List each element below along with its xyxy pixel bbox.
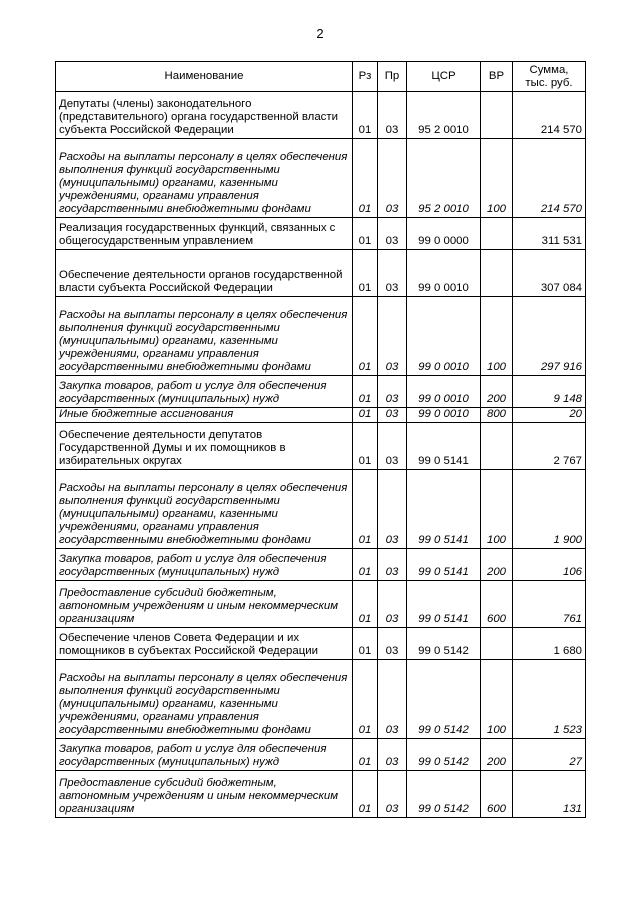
header-rz: Рз bbox=[353, 62, 378, 92]
page-number: 2 bbox=[316, 26, 324, 41]
table-row bbox=[56, 408, 586, 423]
table-row bbox=[56, 423, 586, 470]
row-name: Иные бюджетные ассигнования bbox=[56, 408, 353, 423]
row-name: Обеспечение деятельности органов государственной власти субъекта Российской Федерации bbox=[56, 250, 353, 297]
row-csr: 99 0 5142 bbox=[407, 628, 481, 660]
row-name: Обеспечение деятельности депутатов Государственной Думы и их помощников в избирательных округах bbox=[56, 423, 353, 470]
row-name: Закупка товаров, работ и услуг для обеспечения государственных (муниципальных) нужд bbox=[56, 739, 353, 771]
row-sum: 214 570 bbox=[513, 139, 586, 218]
row-vr bbox=[481, 423, 513, 470]
row-vr: 100 bbox=[481, 297, 513, 376]
row-rz: 01 bbox=[353, 423, 378, 470]
row-vr bbox=[481, 92, 513, 139]
row-csr: 99 0 0010 bbox=[407, 376, 481, 408]
row-pr: 03 bbox=[378, 549, 407, 581]
row-csr: 99 0 5141 bbox=[407, 549, 481, 581]
header-pr: Пр bbox=[378, 62, 407, 92]
row-name: Предоставление субсидий бюджетным, автономным учреждениям и иным некоммерческим организациям bbox=[56, 581, 353, 628]
row-name: Расходы на выплаты персоналу в целях обеспечения выполнения функций государственными (муниципальными) органами, казенными учреждениями, органами управления государственными внебюджетными фондами bbox=[56, 297, 353, 376]
table-row bbox=[56, 92, 586, 139]
table-row bbox=[56, 771, 586, 818]
row-sum: 761 bbox=[513, 581, 586, 628]
row-vr: 200 bbox=[481, 549, 513, 581]
row-rz: 01 bbox=[353, 408, 378, 423]
row-name: Расходы на выплаты персоналу в целях обеспечения выполнения функций государственными (муниципальными) органами, казенными учреждениями, органами управления государственными внебюджетными фондами bbox=[56, 660, 353, 739]
row-pr: 03 bbox=[378, 628, 407, 660]
row-rz: 01 bbox=[353, 660, 378, 739]
row-csr: 99 0 0010 bbox=[407, 250, 481, 297]
row-vr: 200 bbox=[481, 739, 513, 771]
row-sum: 214 570 bbox=[513, 92, 586, 139]
row-sum: 307 084 bbox=[513, 250, 586, 297]
row-pr: 03 bbox=[378, 581, 407, 628]
row-rz: 01 bbox=[353, 549, 378, 581]
row-vr bbox=[481, 250, 513, 297]
row-sum: 27 bbox=[513, 739, 586, 771]
row-name: Предоставление субсидий бюджетным, автономным учреждениям и иным некоммерческим организациям bbox=[56, 771, 353, 818]
header-sum: Сумма, тыс. руб. bbox=[513, 62, 586, 92]
row-name: Обеспечение членов Совета Федерации и их помощников в субъектах Российской Федерации bbox=[56, 628, 353, 660]
row-pr: 03 bbox=[378, 660, 407, 739]
row-csr: 99 0 5142 bbox=[407, 771, 481, 818]
row-pr: 03 bbox=[378, 297, 407, 376]
row-sum: 1 680 bbox=[513, 628, 586, 660]
row-vr: 100 bbox=[481, 470, 513, 549]
row-name: Расходы на выплаты персоналу в целях обеспечения выполнения функций государственными (муниципальными) органами, казенными учреждениями, органами управления государственными внебюджетными фондами bbox=[56, 139, 353, 218]
row-sum: 106 bbox=[513, 549, 586, 581]
row-name: Расходы на выплаты персоналу в целях обеспечения выполнения функций государственными (муниципальными) органами, казенными учреждениями, органами управления государственными внебюджетными фондами bbox=[56, 470, 353, 549]
row-sum: 20 bbox=[513, 408, 586, 423]
row-pr: 03 bbox=[378, 408, 407, 423]
row-csr: 99 0 5141 bbox=[407, 581, 481, 628]
header-name: Наименование bbox=[56, 62, 353, 92]
header-vr: ВР bbox=[481, 62, 513, 92]
row-vr bbox=[481, 218, 513, 250]
row-rz: 01 bbox=[353, 250, 378, 297]
row-vr: 100 bbox=[481, 660, 513, 739]
row-csr: 99 0 0010 bbox=[407, 408, 481, 423]
row-vr: 100 bbox=[481, 139, 513, 218]
row-sum: 2 767 bbox=[513, 423, 586, 470]
table-row bbox=[56, 549, 586, 581]
row-csr: 99 0 5142 bbox=[407, 739, 481, 771]
table-header-row bbox=[56, 62, 586, 92]
row-rz: 01 bbox=[353, 218, 378, 250]
row-vr: 800 bbox=[481, 408, 513, 423]
row-pr: 03 bbox=[378, 423, 407, 470]
row-rz: 01 bbox=[353, 297, 378, 376]
row-vr: 200 bbox=[481, 376, 513, 408]
row-pr: 03 bbox=[378, 376, 407, 408]
row-pr: 03 bbox=[378, 92, 407, 139]
row-vr: 600 bbox=[481, 771, 513, 818]
row-sum: 297 916 bbox=[513, 297, 586, 376]
row-rz: 01 bbox=[353, 376, 378, 408]
row-rz: 01 bbox=[353, 581, 378, 628]
row-rz: 01 bbox=[353, 739, 378, 771]
row-rz: 01 bbox=[353, 92, 378, 139]
row-sum: 9 148 bbox=[513, 376, 586, 408]
table-row bbox=[56, 660, 586, 739]
row-rz: 01 bbox=[353, 628, 378, 660]
row-name: Закупка товаров, работ и услуг для обеспечения государственных (муниципальных) нужд bbox=[56, 549, 353, 581]
table-row bbox=[56, 297, 586, 376]
row-name: Закупка товаров, работ и услуг для обеспечения государственных (муниципальных) нужд bbox=[56, 376, 353, 408]
row-sum: 1 523 bbox=[513, 660, 586, 739]
row-csr: 95 2 0010 bbox=[407, 92, 481, 139]
row-pr: 03 bbox=[378, 771, 407, 818]
row-rz: 01 bbox=[353, 470, 378, 549]
row-pr: 03 bbox=[378, 218, 407, 250]
row-csr: 99 0 5141 bbox=[407, 470, 481, 549]
row-rz: 01 bbox=[353, 771, 378, 818]
row-pr: 03 bbox=[378, 250, 407, 297]
row-vr bbox=[481, 628, 513, 660]
row-name: Депутаты (члены) законодательного (представительного) органа государственной власти субъекта Российской Федерации bbox=[56, 92, 353, 139]
row-csr: 99 0 0010 bbox=[407, 297, 481, 376]
table-row bbox=[56, 139, 586, 218]
row-pr: 03 bbox=[378, 470, 407, 549]
row-sum: 1 900 bbox=[513, 470, 586, 549]
table-row bbox=[56, 376, 586, 408]
row-pr: 03 bbox=[378, 739, 407, 771]
row-sum: 311 531 bbox=[513, 218, 586, 250]
row-csr: 99 0 5141 bbox=[407, 423, 481, 470]
row-csr: 95 2 0010 bbox=[407, 139, 481, 218]
row-rz: 01 bbox=[353, 139, 378, 218]
row-vr: 600 bbox=[481, 581, 513, 628]
header-csr: ЦСР bbox=[407, 62, 481, 92]
table-row bbox=[56, 250, 586, 297]
table-row bbox=[56, 628, 586, 660]
budget-table bbox=[55, 61, 586, 818]
table-row bbox=[56, 581, 586, 628]
table-row bbox=[56, 218, 586, 250]
table-row bbox=[56, 470, 586, 549]
row-sum: 131 bbox=[513, 771, 586, 818]
row-csr: 99 0 5142 bbox=[407, 660, 481, 739]
row-csr: 99 0 0000 bbox=[407, 218, 481, 250]
row-name: Реализация государственных функций, связанных с общегосударственным управлением bbox=[56, 218, 353, 250]
table-row bbox=[56, 739, 586, 771]
row-pr: 03 bbox=[378, 139, 407, 218]
